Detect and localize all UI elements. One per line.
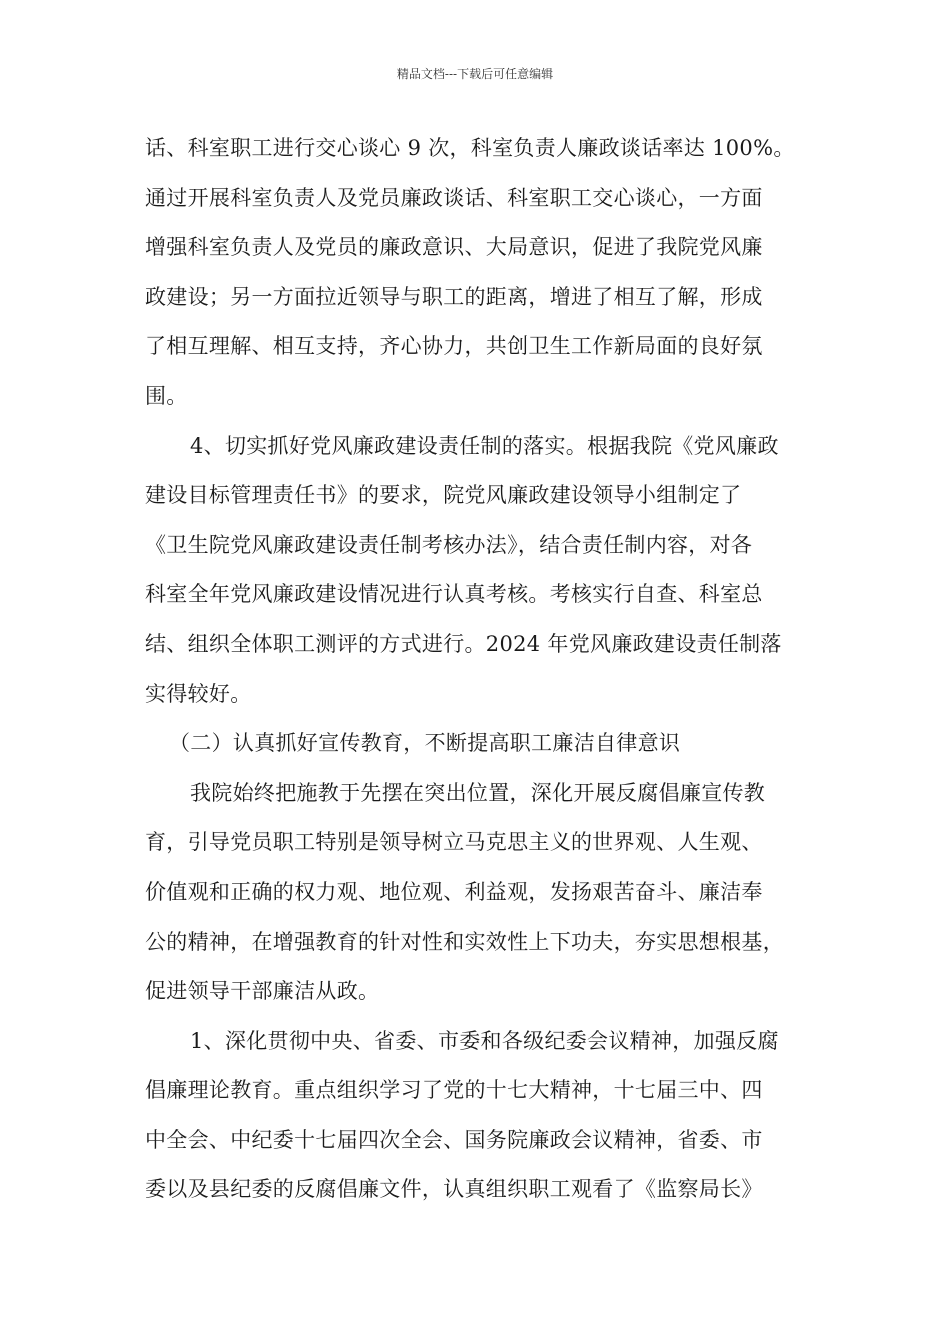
paragraph-start-line: 4、切实抓好党风廉政建设责任制的落实。根据我院《党风廉政 (190, 433, 779, 458)
text-line: 倡廉理论教育。重点组织学习了党的十七大精神，十七届三中、四 (145, 1078, 763, 1103)
text-line: 通过开展科室负责人及党员廉政谈话、科室职工交心谈心，一方面 (145, 185, 763, 210)
text-line: 育，引导党员职工特别是领导树立马克思主义的世界观、人生观、 (145, 830, 763, 855)
paragraph-start-line: 我院始终把施教于先摆在突出位置，深化开展反腐倡廉宣传教 (190, 780, 766, 805)
text-line: 《卫生院党风廉政建设责任制考核办法》，结合责任制内容，对各 (145, 532, 753, 557)
text-line: 话、科室职工进行交心谈心 9 次，科室负责人廉政谈话率达 100%。 (145, 136, 795, 160)
paragraph-start-line: 1、深化贯彻中央、省委、市委和各级纪委会议精神，加强反腐 (190, 1028, 779, 1053)
text-line: 委以及县纪委的反腐倡廉文件，认真组织职工观看了《监察局长》 (145, 1177, 763, 1202)
text-line: 科室全年党风廉政建设情况进行认真考核。考核实行自查、科室总 (145, 582, 763, 607)
section-heading: （二）认真抓好宣传教育，不断提高职工廉洁自律意识 (169, 731, 681, 756)
text-line: 中全会、中纪委十七届四次全会、国务院廉政会议精神，省委、市 (145, 1127, 763, 1152)
text-line: 围。 (145, 383, 188, 408)
text-line: 增强科室负责人及党员的廉政意识、大局意识，促进了我院党风廉 (145, 235, 763, 260)
text-line: 了相互理解、相互支持，齐心协力，共创卫生工作新局面的良好氛 (145, 334, 763, 359)
document-body (145, 130, 825, 1221)
page-header: 精品文档---下载后可任意编辑 (396, 67, 554, 81)
text-line: 促进领导干部廉洁从政。 (145, 979, 380, 1004)
text-line: 结、组织全体职工测评的方式进行。2024 年党风廉政建设责任制落 (145, 631, 782, 656)
text-line: 政建设；另一方面拉近领导与职工的距离，增进了相互了解，形成 (145, 284, 763, 309)
text-line: 公的精神，在增强教育的针对性和实效性上下功夫，夯实思想根基， (145, 929, 784, 954)
text-line: 实得较好。 (145, 681, 252, 706)
text-line: 价值观和正确的权力观、地位观、利益观，发扬艰苦奋斗、廉洁奉 (145, 879, 763, 904)
text-line: 建设目标管理责任书》的要求，院党风廉政建设领导小组制定了 (145, 483, 742, 508)
